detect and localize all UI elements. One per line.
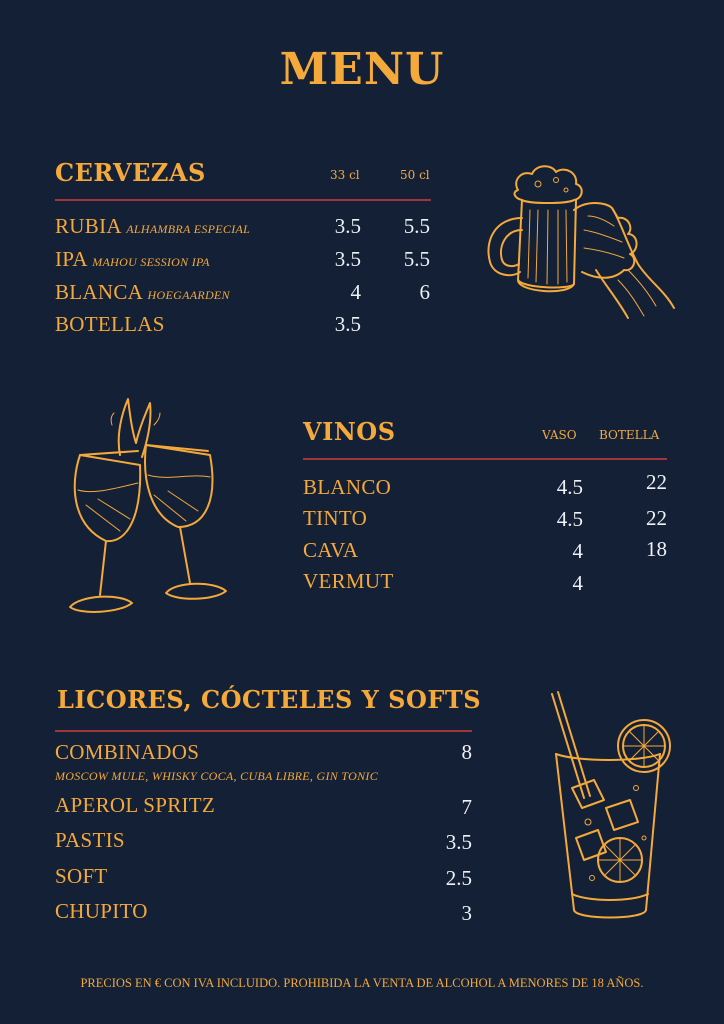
cervezas-col-50cl: 50 cl: [400, 168, 430, 182]
licores-item-name: COMBINADOS: [55, 740, 200, 764]
item-brand: HOEGAARDEN: [147, 288, 230, 302]
cocktail-glass-icon: [548, 688, 678, 928]
licores-price: 2.5: [445, 866, 472, 890]
price-botella: 22: [646, 470, 667, 494]
footer-note: PRECIOS EN € CON IVA INCLUIDO. PROHIBIDA LA VENTA DE ALCOHOL A MENORES DE 18 AÑOS.: [80, 976, 644, 990]
price-50cl: 6: [419, 280, 430, 304]
item-brand: MAHOU SESSION IPA: [92, 255, 210, 269]
page-title: MENU: [279, 44, 445, 95]
vinos-col-vaso: VASO: [542, 428, 577, 442]
vinos-item-name: BLANCO: [303, 475, 392, 499]
licores-price: 3: [461, 901, 472, 925]
price-vaso: 4: [572, 571, 583, 595]
item-name: RUBIA: [55, 214, 121, 238]
licores-price: 3.5: [445, 830, 472, 854]
cervezas-item: [55, 247, 210, 272]
vinos-item-name: VERMUT: [303, 569, 394, 593]
price-33cl: 3.5: [334, 247, 361, 271]
vinos-title: VINOS: [303, 417, 396, 446]
cervezas-title: CERVEZAS: [55, 158, 206, 187]
licores-price: 8: [461, 740, 472, 764]
licores-item-name: SOFT: [55, 864, 108, 888]
price-33cl: 3.5: [334, 312, 361, 336]
cervezas-item: [55, 280, 230, 305]
vinos-item-name: CAVA: [303, 538, 359, 562]
licores-item-name: CHUPITO: [55, 899, 148, 923]
item-brand: ALHAMBRA ESPECIAL: [126, 222, 251, 236]
item-name: IPA: [55, 247, 87, 271]
item-name: BLANCA: [55, 280, 142, 304]
cervezas-divider: [55, 199, 431, 201]
price-botella: 18: [646, 537, 667, 561]
licores-item-name: APEROL SPRITZ: [55, 793, 216, 817]
vinos-divider: [303, 458, 667, 460]
price-vaso: 4: [572, 539, 583, 563]
price-botella: 22: [646, 506, 667, 530]
combinados-note: MOSCOW MULE, WHISKY COCA, CUBA LIBRE, GIN TONIC: [55, 769, 378, 783]
vinos-col-botella: BOTELLA: [599, 428, 660, 442]
price-vaso: 4.5: [556, 475, 583, 499]
licores-price: 7: [461, 795, 472, 819]
cervezas-item: [55, 214, 250, 239]
licores-title: LICORES, CÓCTELES Y SOFTS: [57, 685, 482, 714]
wine-glasses-toast-icon: [50, 395, 240, 620]
price-50cl: 5.5: [403, 214, 430, 238]
beer-mug-hand-icon: [478, 160, 678, 320]
cervezas-col-33cl: 33 cl: [330, 168, 360, 182]
price-vaso: 4.5: [556, 507, 583, 531]
licores-item-name: PASTIS: [55, 828, 125, 852]
price-50cl: 5.5: [403, 247, 430, 271]
cervezas-item: [55, 312, 165, 337]
licores-divider: [55, 730, 472, 732]
price-33cl: 4: [350, 280, 361, 304]
price-33cl: 3.5: [334, 214, 361, 238]
vinos-item-name: TINTO: [303, 506, 368, 530]
item-name: BOTELLAS: [55, 312, 165, 336]
